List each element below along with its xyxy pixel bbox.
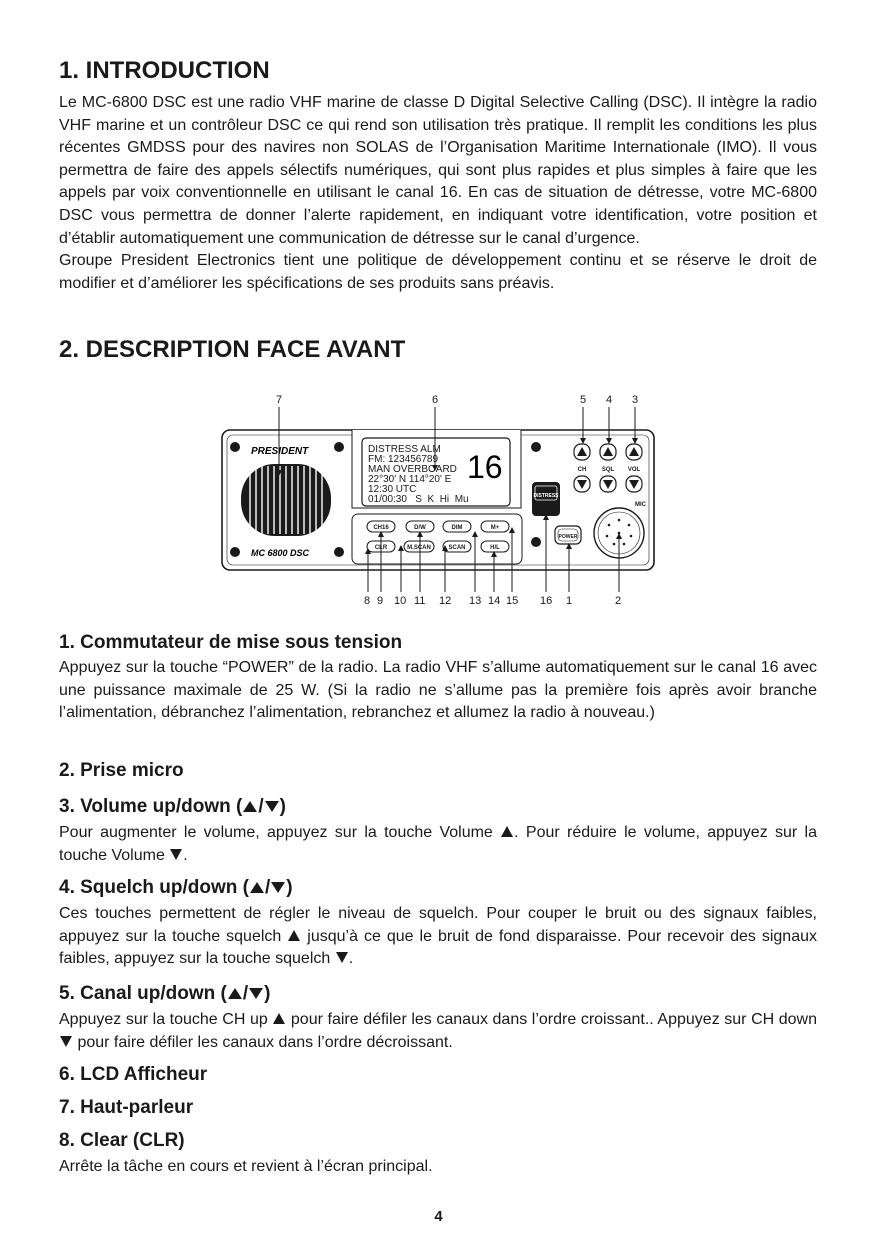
brand-logo: PRESIDENT: [251, 446, 309, 457]
callout-5: 5: [580, 394, 587, 406]
model-label: MC 6800 DSC: [251, 548, 310, 558]
up-arrow-icon: [501, 826, 513, 837]
callout-3: 3: [632, 394, 639, 406]
svg-text:DIM: DIM: [451, 525, 463, 531]
callout-14: 14: [488, 595, 501, 607]
introduction-paragraph-1: Le MC-6800 DSC est une radio VHF marine de classe D Digital Selective Calling (DSC). Il intègre la radio VHF marine et un contrôleur DSC ce qui rend son utilisation très pratique. Il remplit les conditions les plus récentes GMDSS pour des navires non SOLAS de l’Organisation Maritime Internationale (IMO). Il vous permettra de faire des appels sélectifs numériques, qui sont plus rapides et plus simples à faire que les appels par voix conventionnelle en utilisant le canal 16. En cas de situation de détresse, votre MC-6800 DSC vous permettra de donner l’alerte rapidement, en indiquant votre identification, votre position et d’établir automatiquement une communication de détresse sur le canal d’urgence.: [59, 94, 817, 247]
down-arrow-icon: [60, 1036, 72, 1047]
callout-2: 2: [615, 595, 622, 607]
hl-button[interactable]: [481, 541, 509, 552]
svg-text:CH16: CH16: [373, 525, 389, 531]
up-arrow-icon: [250, 882, 264, 893]
item-3-text: Pour augmenter le volume, appuyez sur la touche Volume . Pour réduire le volume, appuyez sur la touche Volume .: [59, 824, 818, 864]
front-panel-diagram: [219, 390, 659, 612]
page-number: 4: [434, 1208, 443, 1225]
callout-16: 16: [540, 595, 553, 607]
lcd-line-3: MAN OVERBOARD: [368, 464, 457, 475]
screw-icon: [531, 537, 541, 547]
svg-text:POWER: POWER: [558, 534, 578, 540]
svg-text:CLR: CLR: [374, 545, 388, 551]
callout-13: 13: [469, 595, 482, 607]
mplus-button[interactable]: [481, 521, 509, 532]
vol-up-button[interactable]: [626, 444, 642, 460]
item-5-heading: 5. Canal up/down ( / ): [59, 983, 271, 1004]
item-5-text: Appuyez sur la touche CH up pour faire défiler les canaux dans l’ordre croissant.. Appuyez sur CH down pour faire défiler les canaux dans l’ordre décroissant.: [59, 1011, 818, 1051]
lcd-line-2: FM: 123456789: [368, 454, 439, 465]
introduction-text: [59, 92, 817, 295]
down-arrow-icon: [271, 882, 285, 893]
mic-label: MIC: [635, 502, 646, 508]
sql-down-button[interactable]: [600, 476, 616, 492]
up-arrow-icon: [288, 930, 300, 941]
down-arrow-icon: [170, 849, 182, 860]
up-arrow-icon: [228, 988, 242, 999]
screw-icon: [230, 547, 240, 557]
svg-text:SCAN: SCAN: [448, 545, 466, 551]
lcd-line-4: 22°30' N 114°20' E: [368, 474, 452, 485]
ch-up-button[interactable]: [574, 444, 590, 460]
callout-8: 8: [364, 595, 371, 607]
distress-button[interactable]: [532, 482, 560, 516]
callout-12: 12: [439, 595, 452, 607]
svg-text:DISTRESS: DISTRESS: [533, 493, 559, 499]
introduction-heading: 1. INTRODUCTION: [59, 57, 270, 84]
item-7-heading: 7. Haut-parleur: [59, 1097, 194, 1118]
screw-icon: [230, 442, 240, 452]
item-1-text: Appuyez sur la touche “POWER” de la radio. La radio VHF s’allume automatiquement sur le canal 16 avec une puissance maximale de 25 W. (Si la radio ne s’allume pas la première fois après avoir branche l’alimentation, débranchez l’alimentation, rebranchez et allumez la radio à nouveau.): [59, 659, 817, 722]
ch-label: CH: [577, 467, 587, 473]
introduction-paragraph-2: Groupe President Electronics tient une politique de développement continu et se réserve le droit de modifier et d’améliorer les spécifications de ses produits sans préavis.: [59, 252, 817, 292]
callout-11: 11: [414, 595, 426, 607]
down-arrow-icon: [336, 952, 348, 963]
mscan-button[interactable]: [404, 541, 434, 552]
lcd-line-6: 01/00:30 S K Hi Mu: [368, 494, 469, 505]
lcd-line-5: 12:30 UTC: [368, 484, 417, 495]
item-2-heading: 2. Prise micro: [59, 760, 184, 781]
screw-icon: [531, 442, 541, 452]
front-panel-heading: 2. DESCRIPTION FACE AVANT: [59, 336, 406, 363]
scan-button[interactable]: [443, 541, 471, 552]
svg-text:M.SCAN: M.SCAN: [407, 545, 431, 551]
svg-text:M+: M+: [490, 525, 500, 531]
vol-label: VOL: [627, 467, 641, 473]
callout-15: 15: [506, 595, 519, 607]
up-arrow-icon: [273, 1013, 285, 1024]
item-3-heading: 3. Volume up/down ( / ): [59, 796, 286, 817]
up-arrow-icon: [243, 801, 257, 812]
sql-label: SQL: [601, 467, 615, 473]
dim-button[interactable]: [443, 521, 471, 532]
screw-icon: [334, 442, 344, 452]
sql-up-button[interactable]: [600, 444, 616, 460]
ch16-button[interactable]: [367, 521, 395, 532]
item-1-heading: 1. Commutateur de mise sous tension: [59, 632, 403, 653]
item-4-text: Ces touches permettent de régler le niveau de squelch. Pour couper le bruit ou des signaux faibles, appuyez sur la touche squelch jusqu’à ce que le bruit de fond disparaisse. Pour recevoir des signaux faibles, appuyez sur la touche squelch .: [59, 905, 817, 968]
item-8-heading: 8. Clear (CLR): [59, 1130, 185, 1151]
item-8-text: Arrête la tâche en cours et revient à l’écran principal.: [59, 1158, 433, 1175]
item-4-heading: 4. Squelch up/down ( / ): [59, 877, 293, 898]
power-button[interactable]: [555, 526, 581, 544]
dw-button[interactable]: [406, 521, 434, 532]
callout-9: 9: [377, 595, 384, 607]
svg-text:D/W: D/W: [414, 525, 426, 531]
callout-7: 7: [276, 394, 283, 406]
lcd-line-1: DISTRESS ALM: [368, 444, 441, 455]
ch-down-button[interactable]: [574, 476, 590, 492]
lcd-channel: 16: [467, 449, 503, 485]
screw-icon: [334, 547, 344, 557]
callout-4: 4: [606, 394, 613, 406]
down-arrow-icon: [265, 801, 279, 812]
item-6-heading: 6. LCD Afficheur: [59, 1064, 208, 1085]
callout-6: 6: [432, 394, 439, 406]
callout-10: 10: [394, 595, 407, 607]
svg-text:H/L: H/L: [490, 545, 500, 551]
down-arrow-icon: [249, 988, 263, 999]
callout-1: 1: [566, 595, 573, 607]
vol-down-button[interactable]: [626, 476, 642, 492]
